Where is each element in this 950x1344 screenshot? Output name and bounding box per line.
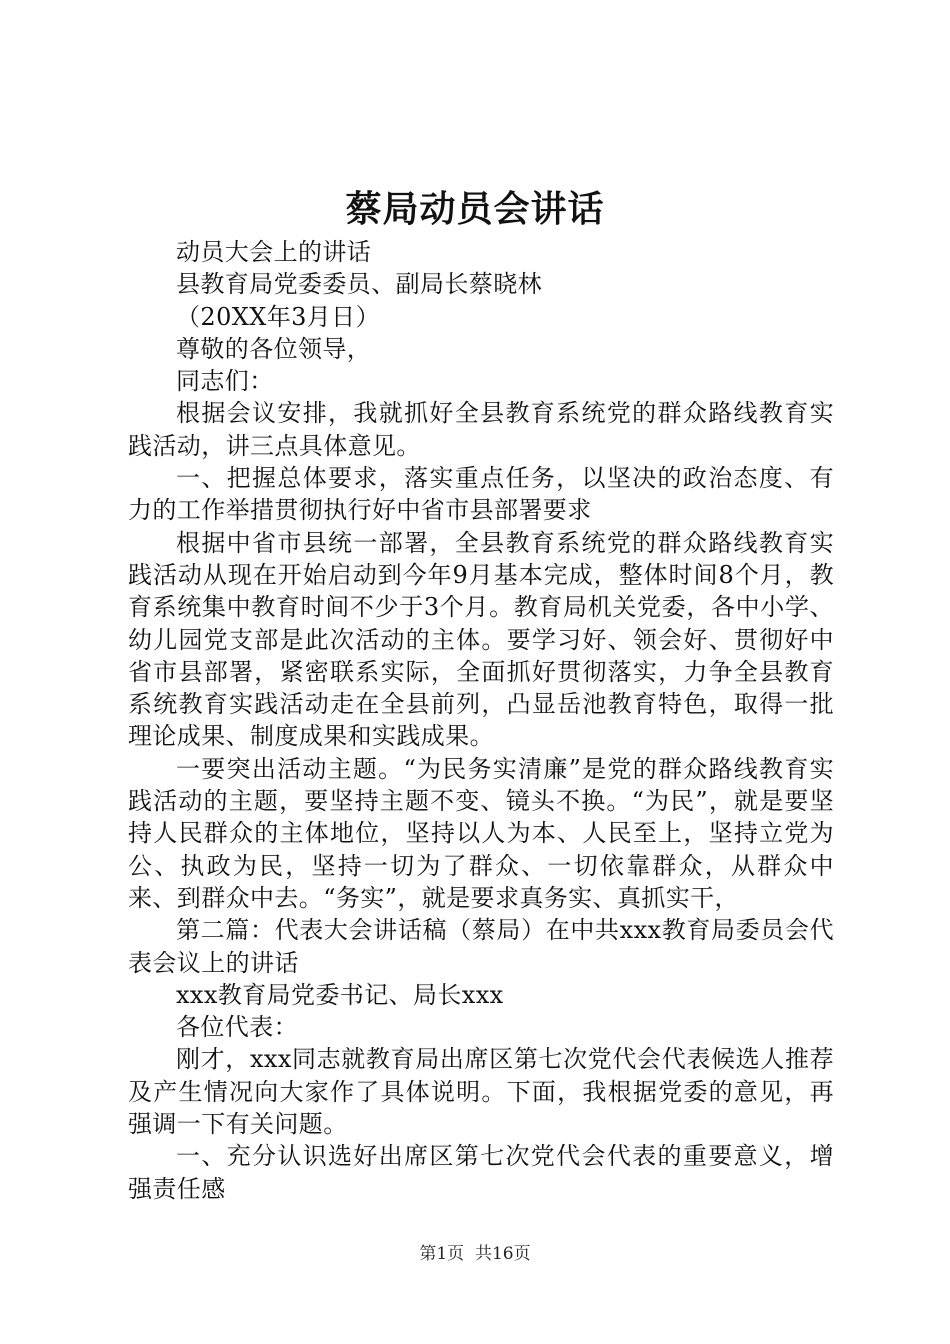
document-body [128, 236, 834, 1205]
paragraph: 根据会议安排，我就抓好全县教育系统党的群众路线教育实践活动，讲三点具体意见。 [128, 399, 834, 460]
paragraph: 各位代表： [176, 1013, 298, 1042]
page-footer [0, 1242, 950, 1266]
paragraph: 刚才，xxx同志就教育局出席区第七次党代会代表候选人推荐及产生情况向大家作了具体说明。下面，我根据党委的意见，再强调一下有关问题。 [128, 1045, 834, 1139]
paragraph: 同志们： [176, 367, 274, 396]
paragraph: 一、充分认识选好出席区第七次党代会代表的重要意义，增强责任感 [128, 1142, 834, 1203]
paragraph: 动员大会上的讲话 [176, 238, 372, 266]
paragraph: xxx教育局党委书记、局长xxx [176, 980, 504, 1009]
paragraph: 县教育局党委委员、副局长蔡晓林 [176, 270, 542, 299]
paragraph: 一、把握总体要求，落实重点任务，以坚决的政治态度、有力的工作举措贯彻执行好中省市县部署要求 [128, 464, 834, 525]
document-title: 蔡局动员会讲话 [345, 188, 605, 230]
paragraph: 第二篇：代表大会讲话稿（蔡局）在中共xxx教育局委员会代表会议上的讲话 [128, 916, 834, 977]
paragraph: 一要突出活动主题。“为民务实清廉”是党的群众路线教育实践活动的主题，要坚持主题不变、镜头不换。“为民”，就是要坚持人民群众的主体地位，坚持以人为本、人民至上，坚持立党为公、执政为民，坚持一切为了群众、一切依靠群众，从群众中来、到群众中去。“务实”，就是要求真务实、真抓实干， [128, 754, 834, 912]
paragraph: 根据中省市县统一部署，全县教育系统党的群众路线教育实践活动从现在开始启动到今年9月基本完成，整体时间8个月，教育系统集中教育时间不少于3个月。教育局机关党委，各中小学、幼儿园党支部是此次活动的主体。要学习好、领会好、贯彻好中省市县部署，紧密联系实际，全面抓好贯彻落实，力争全县教育系统教育实践活动走在全县前列，凸显岳池教育特色，取得一批理论成果、制度成果和实践成果。 [128, 528, 834, 751]
page-number-label: 第1页 共16页 [419, 1244, 531, 1264]
paragraph: 尊敬的各位领导， [176, 334, 372, 363]
paragraph: （20XX年3月日） [176, 302, 380, 331]
